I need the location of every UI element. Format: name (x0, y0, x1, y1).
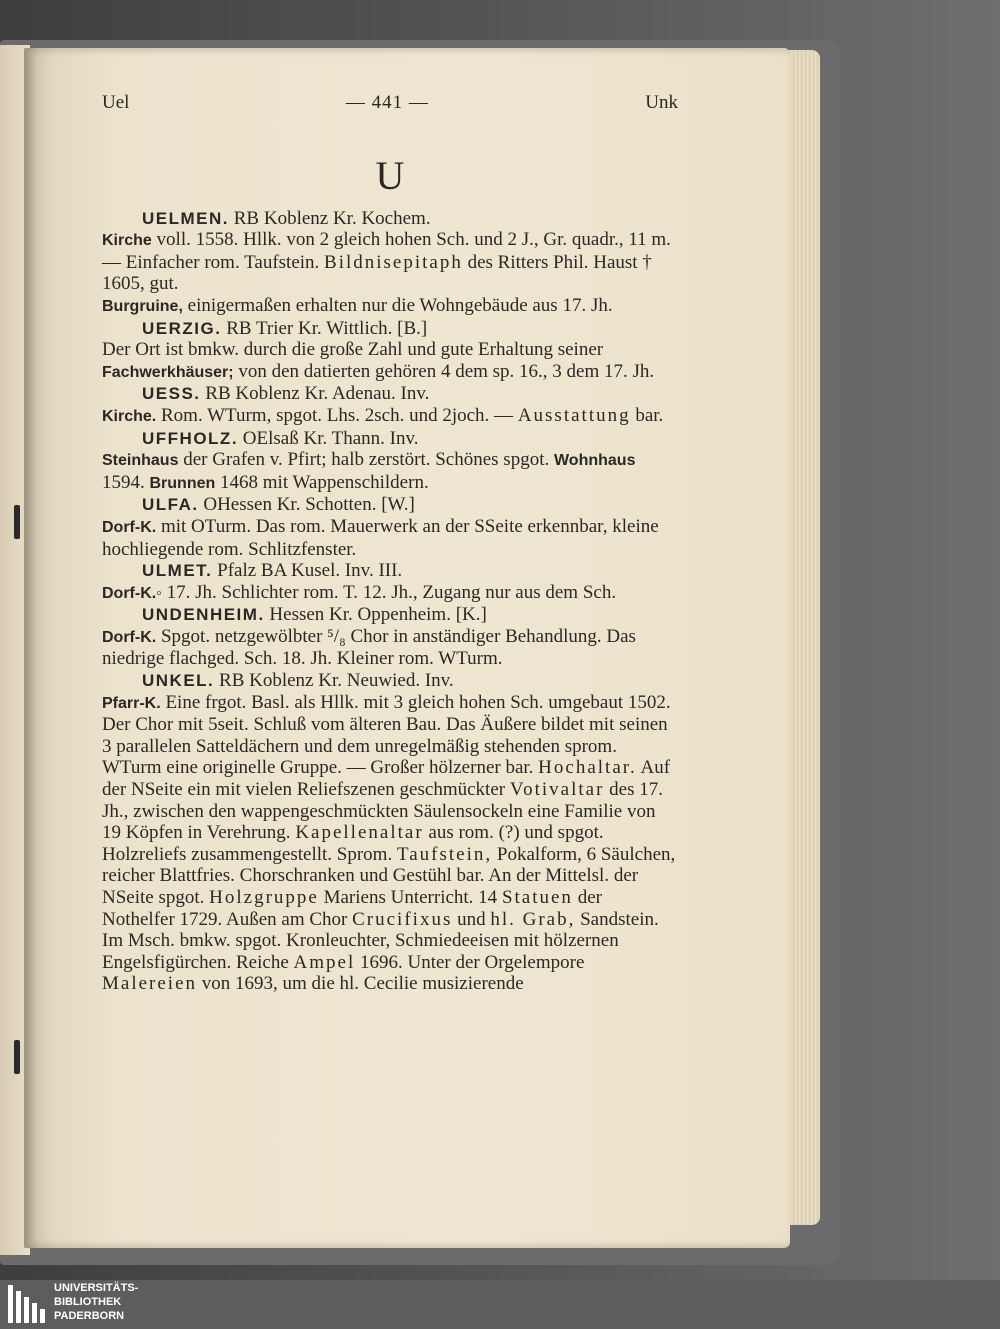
entry-keyword: Fachwerkhäuser; (102, 363, 234, 381)
entry-keyword: Wohnhaus (553, 452, 636, 470)
entry-text: 1696. Unter der Orgelempore (359, 951, 585, 973)
entry-meta: RB Koblenz Kr. Kochem. (233, 207, 431, 229)
entry-heading: UNKEL. (142, 671, 215, 691)
section-letter: U (375, 152, 405, 198)
entry-spaced-text: Ampel (293, 951, 356, 973)
entry-text: Pokalform, 6 Säulchen, reicher Blattfries. Chorschranken und Gestühl bar. An der Mittelsl. der NSeite spgot. (102, 843, 676, 908)
entry-spaced-text: Hochaltar. (538, 757, 637, 779)
entry-undenheim (102, 604, 678, 670)
entry-heading: UFFHOLZ. (142, 428, 239, 448)
entry-meta: RB Koblenz Kr. Neuwied. Inv. (219, 670, 454, 692)
entry-text: von 1693, um die hl. Cecilie musizierende (201, 973, 524, 995)
entry-text: 1468 mit Wappenschildern. (220, 471, 429, 493)
entry-spaced-text: Malereien (102, 973, 198, 995)
entry-text: aus rom. (?) und spgot. Holzreliefs zusammengestellt. Sprom. (102, 822, 604, 865)
page-number: — 441 — (345, 92, 429, 113)
entry-keyword: Brunnen (149, 474, 216, 492)
entry-heading: UNDENHEIM. (142, 605, 265, 625)
entry-keyword: Pfarr-K. (102, 694, 161, 712)
entry-meta: RB Trier Kr. Wittlich. [B.] (226, 317, 428, 339)
entry-spaced-text: Holzgruppe (209, 887, 319, 908)
entry-heading: UERZIG. (142, 318, 222, 338)
entry-text: von den datierten gehören 4 dem sp. 16., 3 dem 17. Jh. (238, 360, 655, 382)
entry-text: 17. Jh. Schlichter rom. T. 12. Jh., Zugang nur aus dem Sch. (166, 581, 617, 603)
entry-ulmet (102, 560, 678, 604)
entry-text: Spgot. netzgewölbter ⁵/₈ Chor in anständiger Behandlung. Das niedrige flachged. Sch. 18. Jh. Kleiner rom. WTurm. (102, 625, 636, 670)
entry-text: Eine frgot. Basl. als Hllk. mit 3 gleich hohen Sch. umgebaut 1502. Der Chor mit 5seit. Schluß vom älteren Bau. Das Äußere bildet mit seinen 3 parallelen Satteldächern und dem unregelmäßig stehenden sprom. WTurm eine originelle Gruppe. — Großer hölzerner bar. (102, 691, 671, 779)
entry-text: Rom. WTurm, spgot. Lhs. 2sch. und 2joch. — (161, 404, 514, 426)
entry-text: der Grafen v. Pfirt; halb zerstört. Schönes spgot. (183, 449, 550, 471)
entry-heading: UESS. (142, 384, 201, 404)
entry-keyword: Burgruine, (102, 297, 183, 315)
entry-text: bar. (635, 404, 664, 426)
header-left: Uel (102, 92, 130, 113)
entry-keyword: Kirche (102, 232, 152, 250)
entry-text: des Ritters Phil. Haust † 1605, gut. (102, 251, 652, 295)
entry-spaced-text: hl. Grab, (490, 908, 576, 930)
entry-text: der Nothelfer 1729. Außen am Chor (102, 887, 602, 930)
entry-spaced-text: Ausstattung (517, 404, 631, 426)
entry-spaced-text: Taufstein, (396, 843, 493, 865)
entry-text: mit OTurm. Das rom. Mauerwerk an der SSeite erkennbar, kleine hochliegende rom. Schlitzfenster. (102, 515, 659, 560)
entry-text: Sandstein. Im Msch. bmkw. spgot. Kronleuchter, Schmiedeeisen mit hölzernen Engelsfigürchen. Reiche (102, 908, 659, 973)
library-name-line: UNIVERSITÄTS- (54, 1282, 139, 1294)
entry-meta: OElsaß Kr. Thann. Inv. (242, 427, 419, 449)
entry-heading: ULFA. (142, 495, 199, 515)
footer-bar (0, 1280, 1000, 1329)
entry-unkel (102, 670, 678, 995)
header-right: Unk (645, 92, 678, 113)
entry-keyword: Dorf-K. (102, 518, 157, 536)
entry-meta: OHessen Kr. Schotten. [W.] (203, 494, 415, 516)
entry-uerzig (102, 318, 678, 384)
entry-uffholz (102, 428, 678, 495)
library-name-line: PADERBORN (54, 1310, 125, 1322)
entry-text: und (457, 908, 486, 930)
entry-meta: RB Koblenz Kr. Adenau. Inv. (205, 383, 430, 405)
entry-text: voll. 1558. Hllk. von 2 gleich hohen Sch. und 2 J., Gr. quadr., 11 m. — Einfacher rom. Taufstein. (102, 229, 671, 273)
binding-mark (14, 1040, 20, 1074)
entry-text: einigermaßen erhalten nur die Wohngebäude aus 17. Jh. (187, 294, 613, 316)
library-name (54, 1281, 138, 1323)
entry-text: Auf der NSeite ein mit vielen Reliefszenen geschmückter (102, 757, 671, 801)
entry-spaced-text: Crucifixus (352, 908, 453, 930)
entry-heading: UELMEN. (142, 208, 229, 228)
entry-text: Der Ort ist bmkw. durch die große Zahl und gute Erhaltung seiner (102, 339, 604, 361)
entry-text: des 17. Jh., zwischen den wappengeschmückten Säulensockeln eine Familie von 19 Köpfen in Verehrung. (102, 779, 663, 844)
library-name-line: BIBLIOTHEK (54, 1296, 122, 1308)
entry-spaced-text: Kapellenaltar (295, 822, 424, 844)
entry-text: 1594. (102, 471, 145, 493)
binding-mark (14, 505, 20, 539)
entry-ulfa (102, 494, 678, 560)
entry-uelmen (102, 208, 678, 318)
entry-keyword: Dorf-K. (102, 628, 157, 646)
library-logo-icon (6, 1283, 50, 1325)
entry-uess (102, 383, 678, 427)
entry-meta: Pfalz BA Kusel. Inv. III. (217, 560, 403, 582)
entry-spaced-text: Bildnisepitaph (324, 251, 463, 273)
entry-keyword: Kirche. (102, 407, 157, 425)
entry-text: Mariens Unterricht. 14 (323, 887, 498, 908)
entry-spaced-text: Votivaltar (509, 779, 605, 801)
entry-keyword: Steinhaus (102, 452, 179, 470)
entry-spaced-text: Statuen (501, 887, 573, 908)
entry-heading: ULMET. (142, 561, 213, 581)
entry-keyword: Dorf-K.◦ (102, 584, 162, 602)
entry-meta: Hessen Kr. Oppenheim. [K.] (269, 604, 487, 626)
running-header (102, 92, 678, 114)
page-text (102, 92, 678, 995)
